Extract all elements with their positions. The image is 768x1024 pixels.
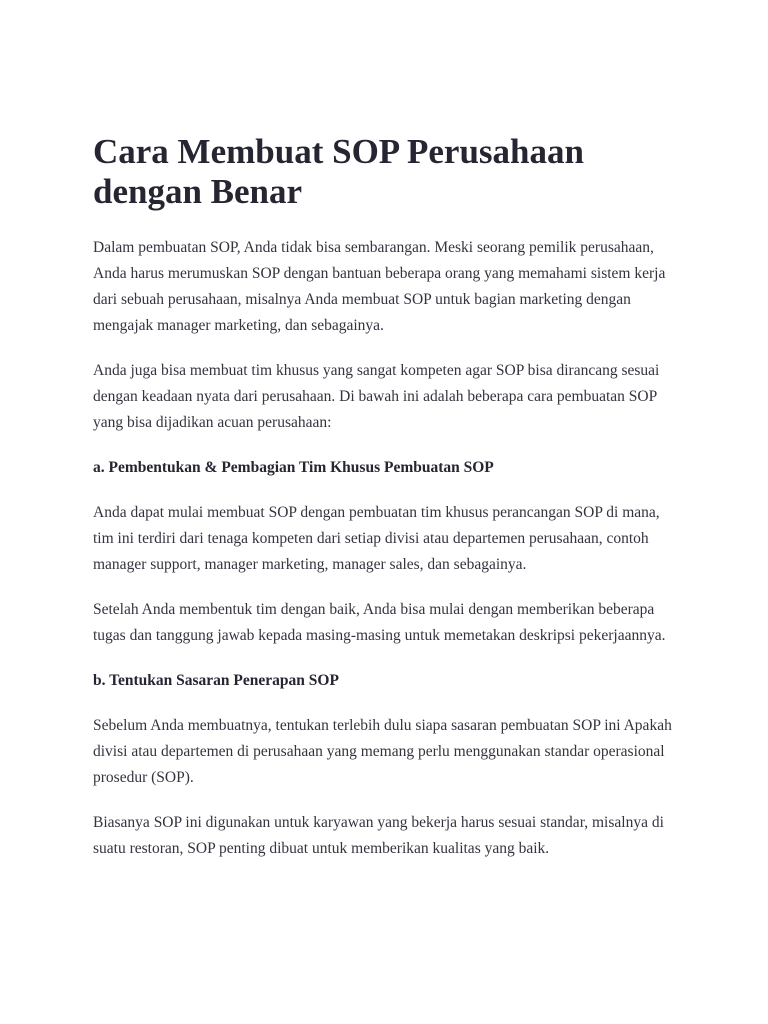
section-a-heading: a. Pembentukan & Pembagian Tim Khusus Pembuatan SOP [93, 459, 494, 476]
section-b-paragraph-2: Biasanya SOP ini digunakan untuk karyawan yang bekerja harus sesuai standar, misalnya di suatu restoran, SOP penting dibuat untuk memberikan kualitas yang baik. [93, 814, 664, 857]
intro-paragraph-1: Dalam pembuatan SOP, Anda tidak bisa sembarangan. Meski seorang pemilik perusahaan, Anda harus merumuskan SOP dengan bantuan beberapa orang yang memahami sistem kerja dari sebuah perusahaan, misalnya Anda membuat SOP untuk bagian marketing dengan mengajak manager marketing, dan sebagainya. [93, 239, 666, 334]
section-b-paragraph-1: Sebelum Anda membuatnya, tentukan terlebih dulu siapa sasaran pembuatan SOP ini Apakah divisi atau departemen di perusahaan yang memang perlu menggunakan standar operasional prosedur (SOP). [93, 717, 672, 786]
section-a-paragraph-2: Setelah Anda membentuk tim dengan baik, Anda bisa mulai dengan memberikan beberapa tugas dan tanggung jawab kepada masing-masing untuk memetakan deskripsi pekerjaannya. [93, 601, 666, 644]
section-b-heading: b. Tentukan Sasaran Penerapan SOP [93, 672, 339, 689]
intro-paragraph-2: Anda juga bisa membuat tim khusus yang sangat kompeten agar SOP bisa dirancang sesuai dengan keadaan nyata dari perusahaan. Di bawah ini adalah beberapa cara pembuatan SOP yang bisa dijadikan acuan perusahaan: [93, 362, 660, 431]
page-title: Cara Membuat SOP Perusahaan dengan Benar [93, 132, 584, 211]
section-a-paragraph-1: Anda dapat mulai membuat SOP dengan pembuatan tim khusus perancangan SOP di mana, tim ini terdiri dari tenaga kompeten dari setiap divisi atau departemen perusahaan, contoh manager support, manager marketing, manager sales, dan sebagainya. [93, 504, 660, 573]
article [93, 132, 683, 881]
